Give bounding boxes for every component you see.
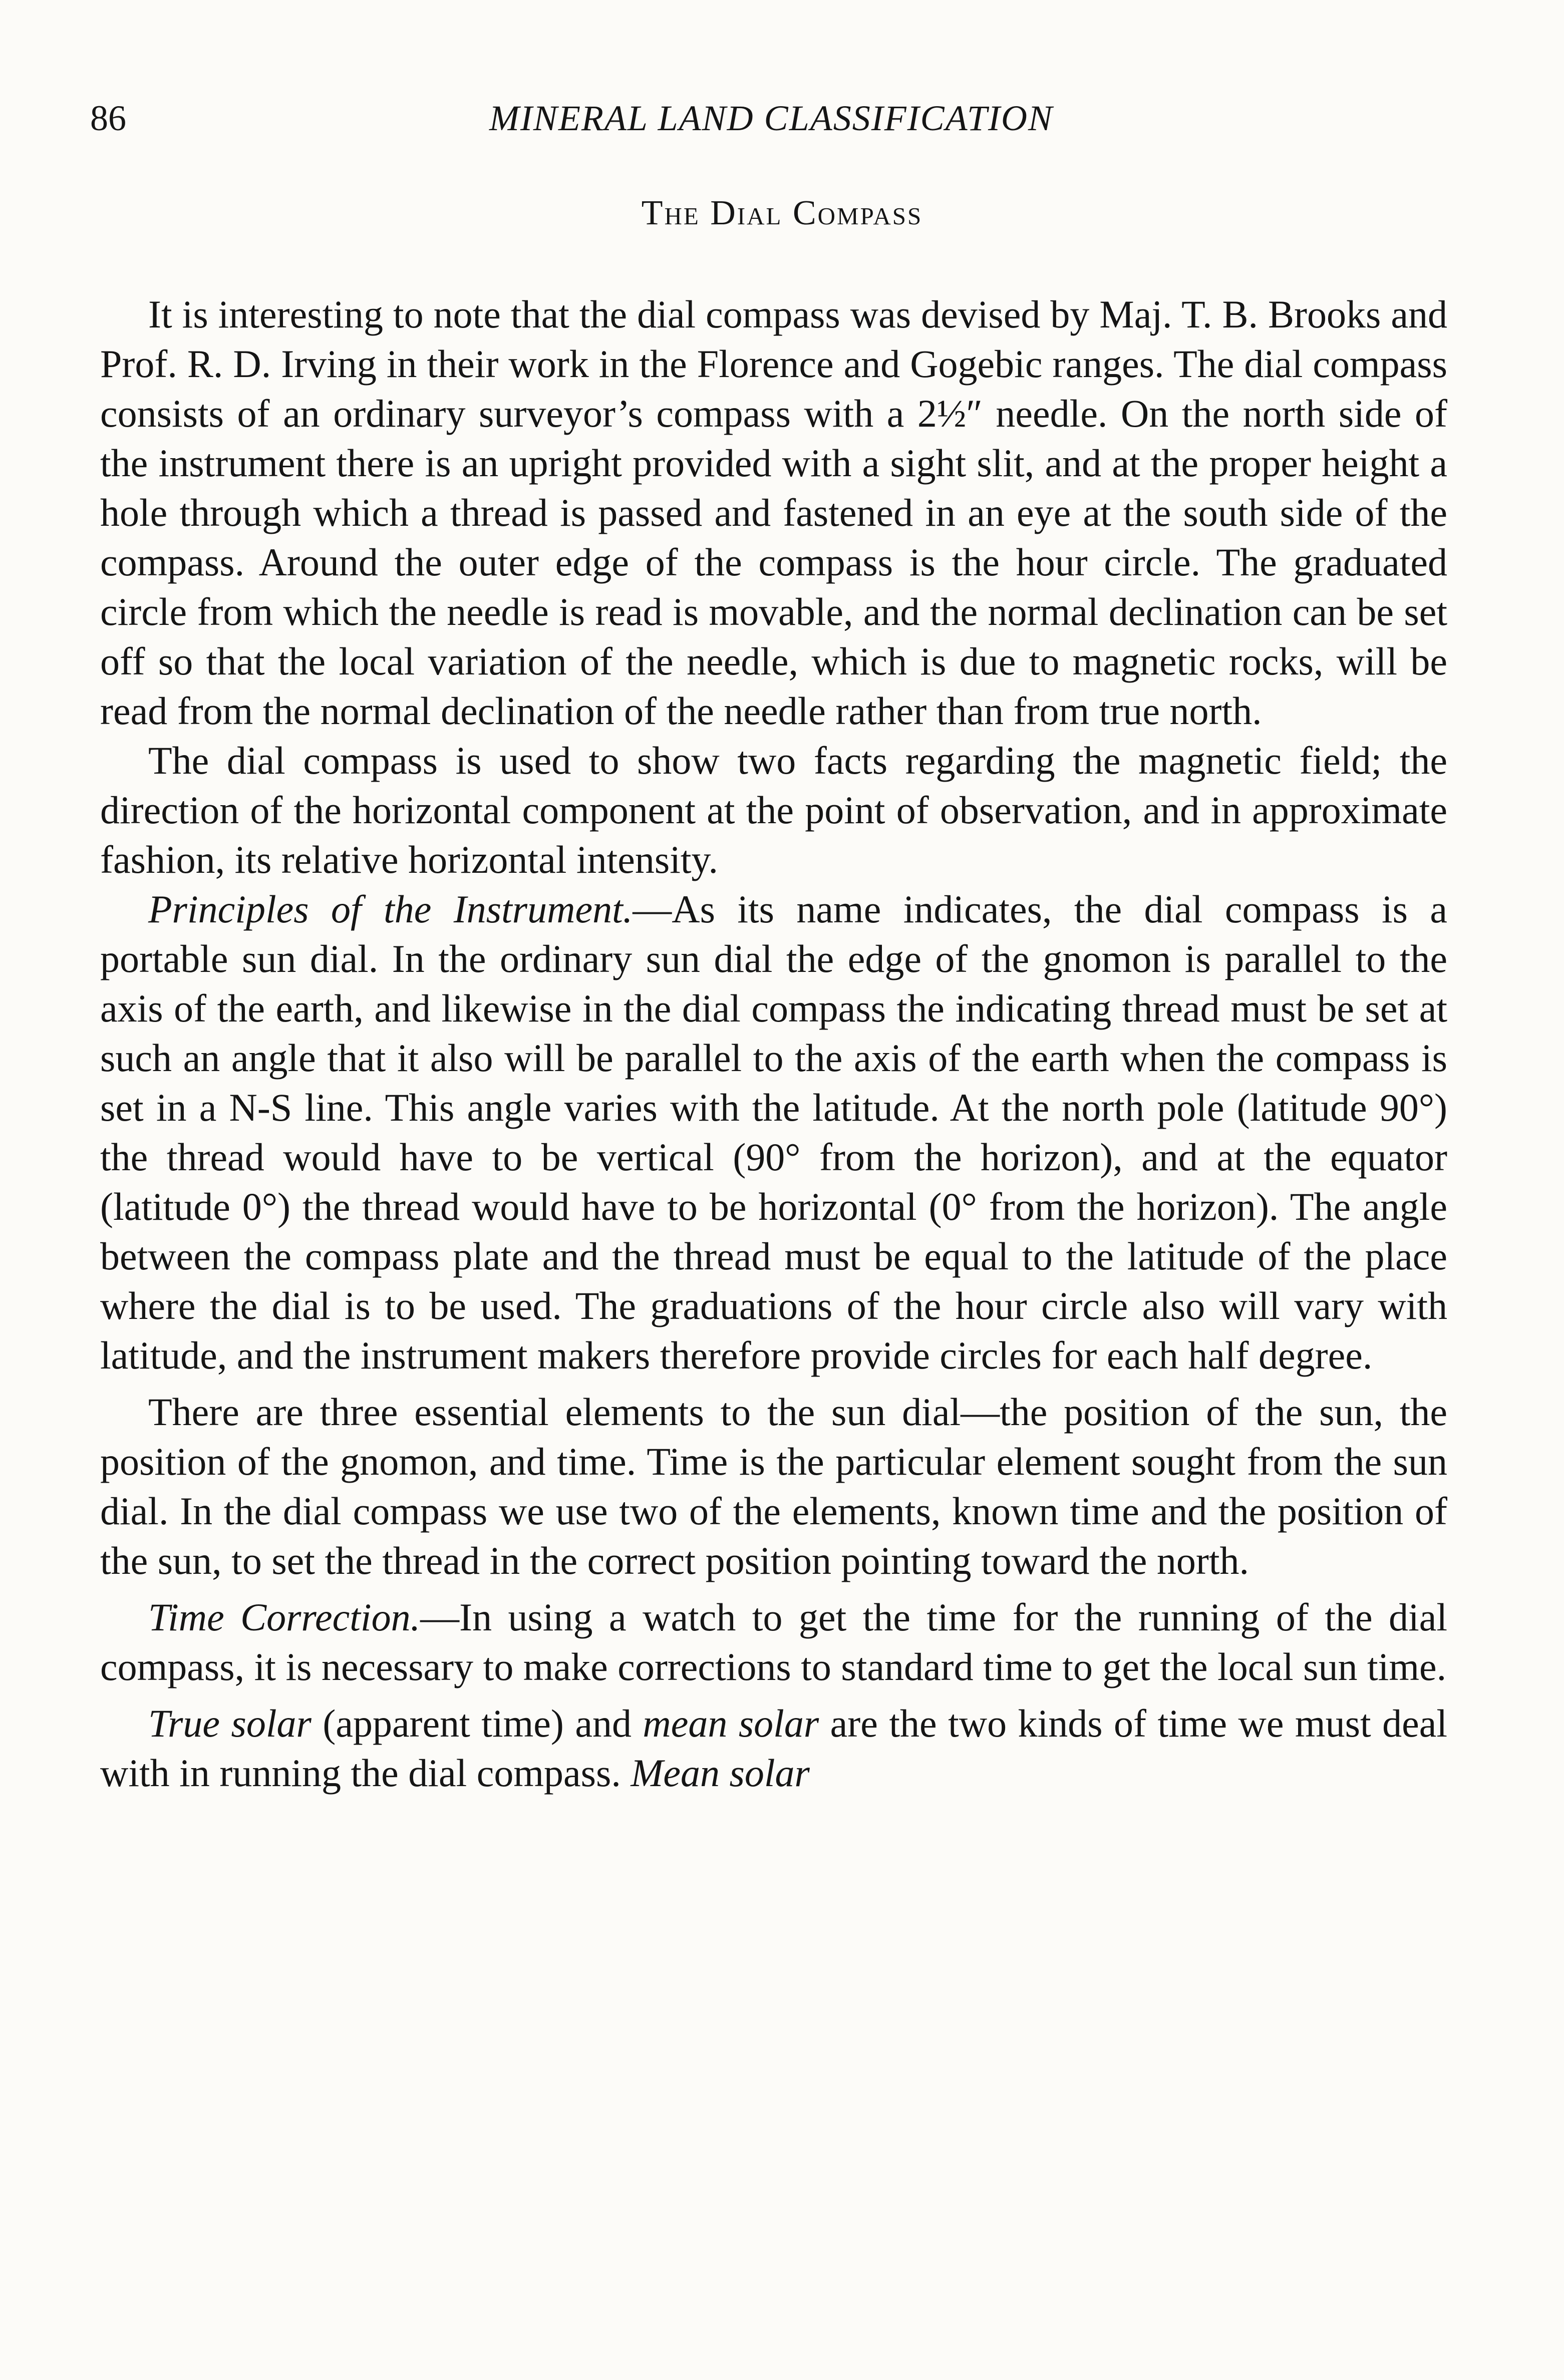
paragraph-3 <box>100 884 1447 1380</box>
running-head: MINERAL LAND CLASSIFICATION <box>489 98 1054 138</box>
paragraph-2: The dial compass is used to show two facts regarding the magnetic field; the direction of the horizontal component at the point of observation, and in approximate fashion, its relative horizontal intensity. <box>100 739 1447 881</box>
paragraph-6-mid: (apparent time) and <box>311 1702 643 1745</box>
page-number: 86 <box>90 98 126 138</box>
paragraph-4: There are three essential elements to the sun dial—the position of the sun, the position of the gnomon, and time. Time is the particular element sought from the sun dial. In the dial compass we use two of the elements, known time and the position of the sun, to set the thread in the correct position pointing toward the north. <box>100 1390 1447 1582</box>
term-mean-solar: mean solar <box>643 1702 819 1745</box>
paragraph-5-text: —In using a watch to get the time for the running of the dial compass, it is necessary to make corrections to standard time to get the local sun time. <box>100 1595 1448 1688</box>
run-in-heading-principles: Principles of the Instrument. <box>148 887 633 931</box>
body-text <box>100 289 1447 1798</box>
term-mean-solar-2: Mean solar <box>631 1751 810 1795</box>
term-true-solar: True solar <box>148 1702 311 1745</box>
paragraph-1: It is interesting to note that the dial compass was devised by Maj. T. B. Brooks and Prof. R. D. Irving in their work in the Florence and Gogebic ranges. The dial compass consists of an ordinary surveyor’s compass with a 2½″ needle. On the north side of the instrument there is an upright provided with a sight slit, and at the proper height a hole through which a thread is passed and fastened in an eye at the south side of the compass. Around the outer edge of the compass is the hour circle. The graduated circle from which the needle is read is movable, and the normal declination can be set off so that the local variation of the needle, which is due to magnetic rocks, will be read from the normal declination of the needle rather than from true north. <box>100 292 1447 733</box>
paragraph-5 <box>100 1592 1447 1691</box>
page-header <box>90 98 1452 148</box>
paragraph-6 <box>100 1698 1447 1798</box>
paragraph-6-text: are the two kinds of time we must deal with in running the dial compass. <box>100 1702 1447 1795</box>
paragraph-3-text: —As its name indicates, the dial compass is a portable sun dial. In the ordinary sun dial the edge of the gnomon is parallel to the axis of the earth, and likewise in the dial compass the indicating thread must be set at such an angle that it also will be parallel to the axis of the earth when the compass is set in a N-S line. This angle varies with the latitude. At the north pole (latitude 90°) the thread would have to be vertical (90° from the horizon), and at the equator (latitude 0°) the thread would have to be horizontal (0° from the horizon). The angle between the compass plate and the thread must be equal to the latitude of the place where the dial is to be used. The graduations of the hour circle also will vary with latitude, and the instrument makers therefore provide circles for each half degree. <box>100 887 1447 1377</box>
run-in-heading-time-correction: Time Correction. <box>148 1595 421 1639</box>
section-title: The Dial Compass <box>641 194 923 232</box>
